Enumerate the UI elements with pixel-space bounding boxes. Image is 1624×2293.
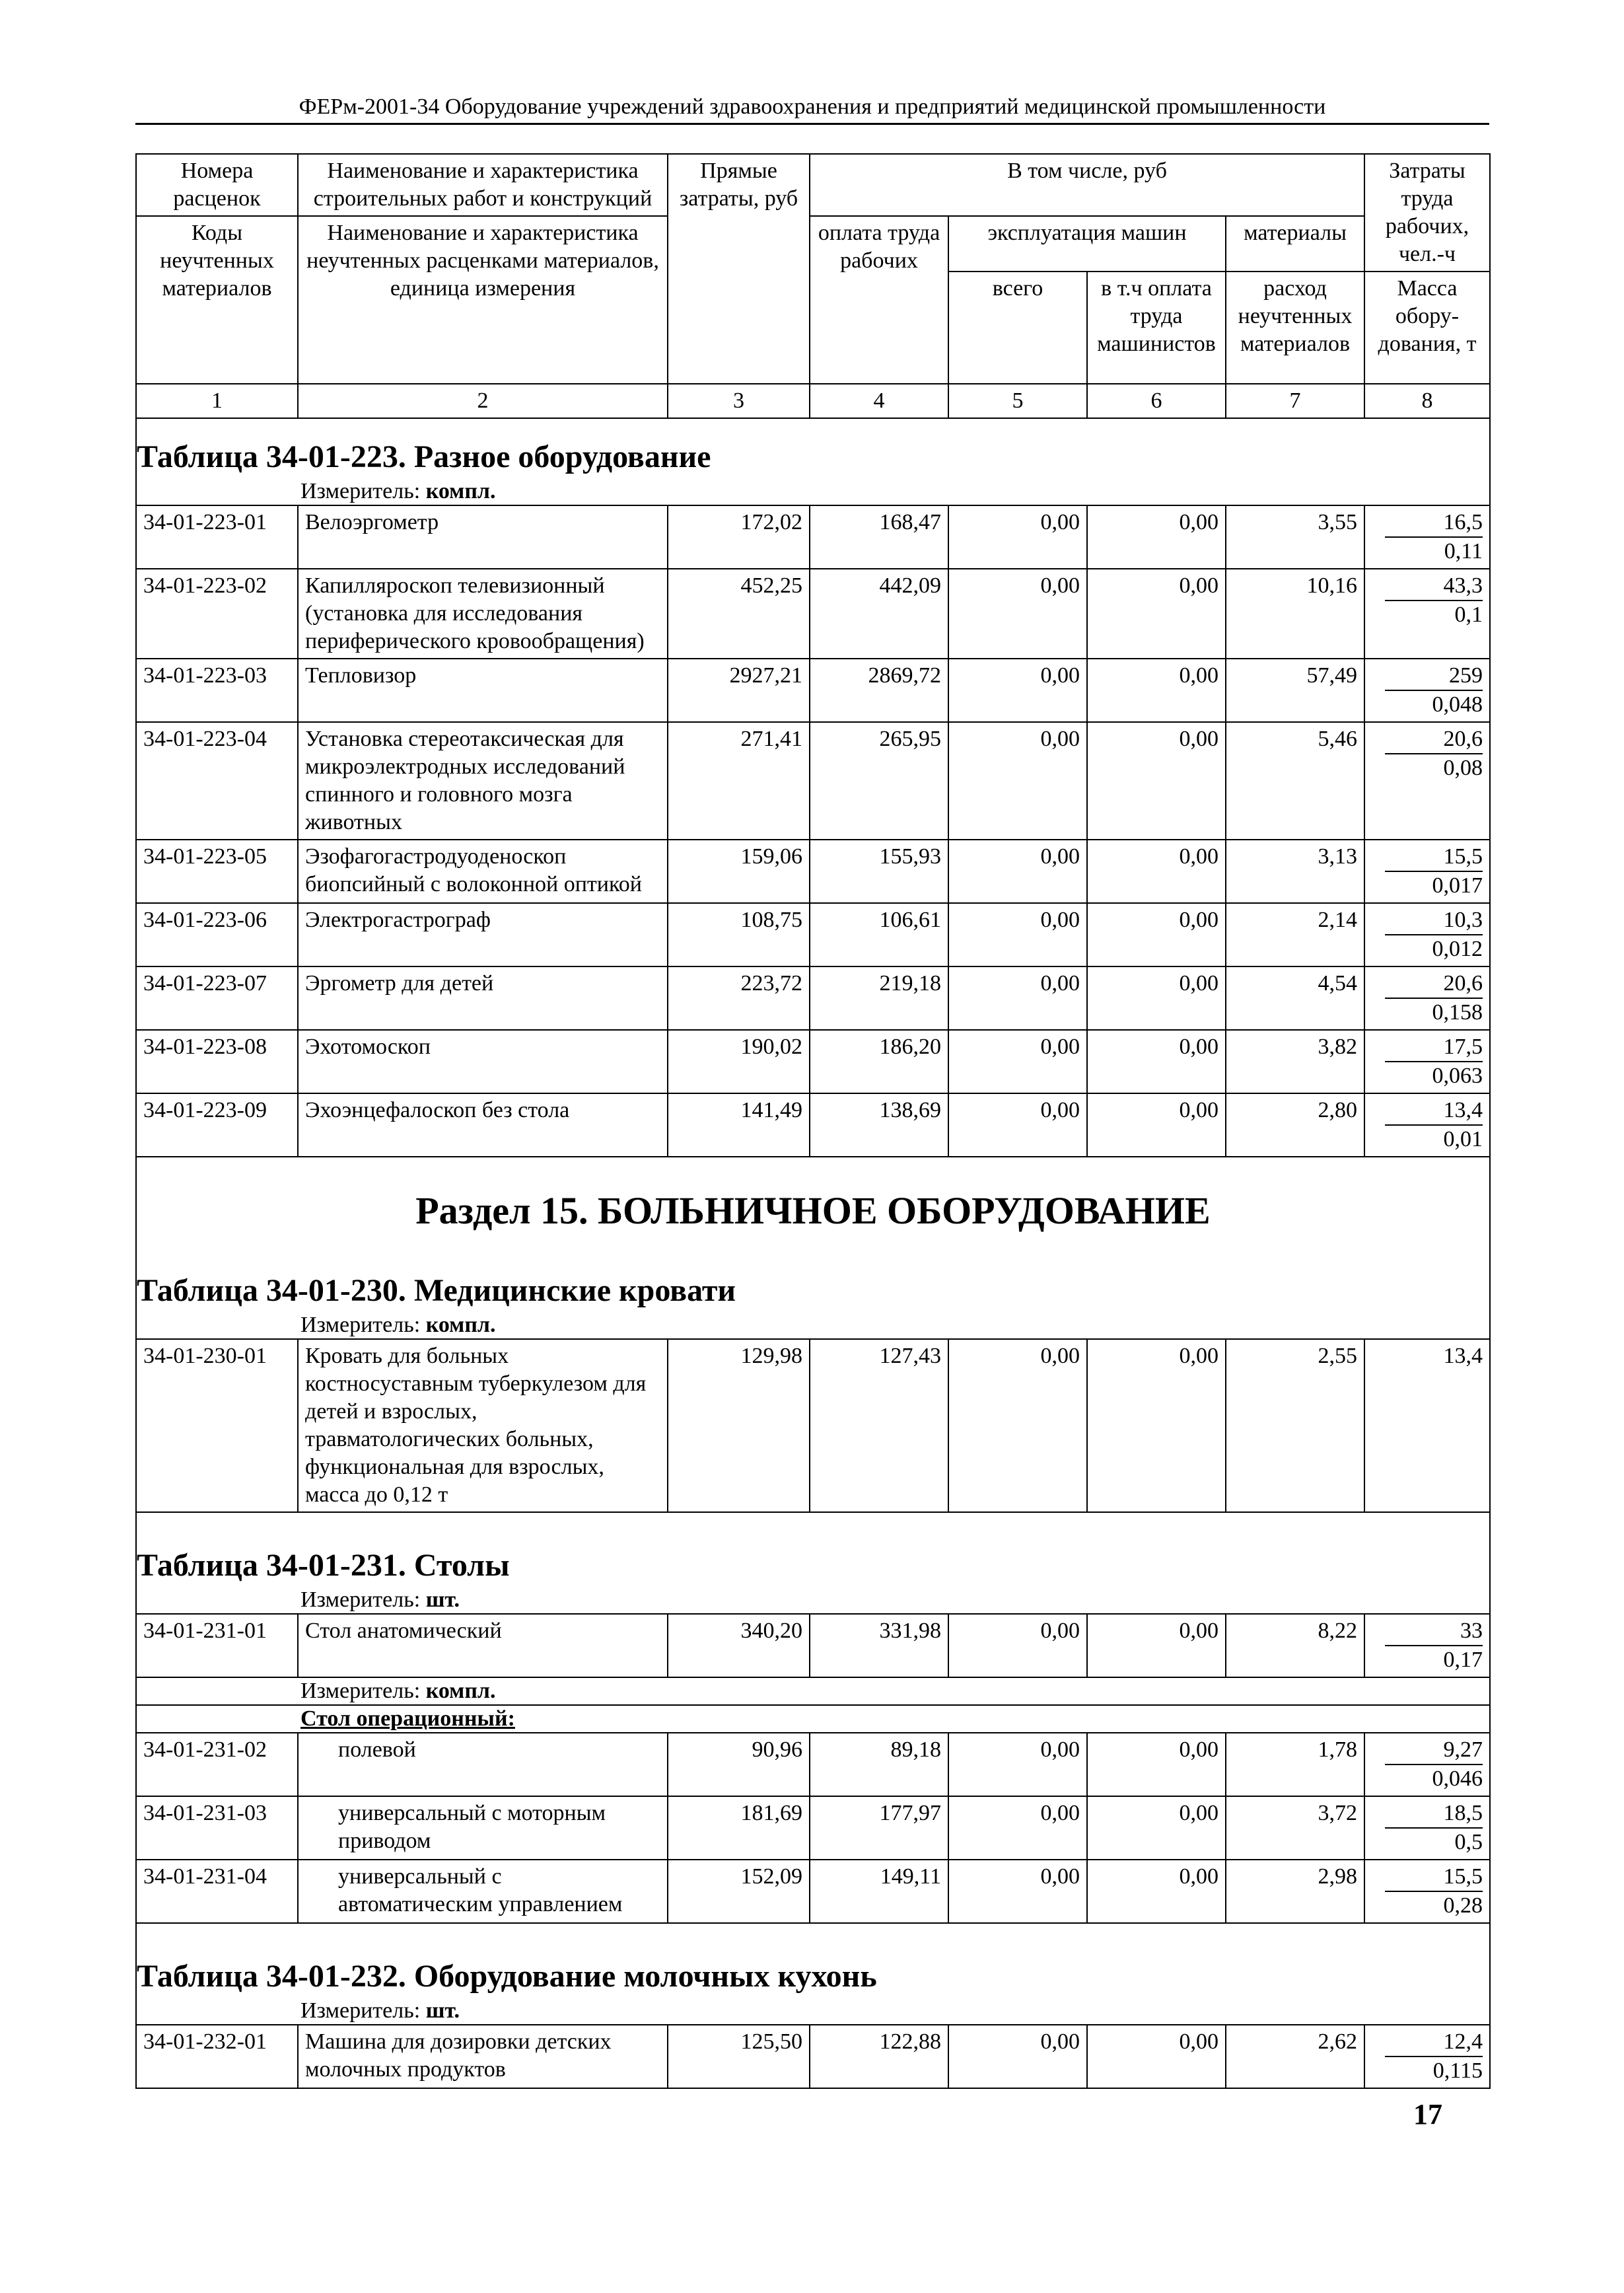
col-header-7: расход неучтенных материалов	[1226, 272, 1364, 384]
worker-wage: 138,69	[810, 1093, 948, 1157]
col-header-2-top: Наименование и характеристика строительных работ и конструкций	[298, 154, 668, 216]
equipment-mass: 0,012	[1432, 937, 1483, 961]
material-cost: 57,49	[1226, 659, 1364, 722]
col-number: 8	[1364, 384, 1490, 418]
work-name: универсальный с автоматическим управлением	[298, 1860, 668, 1923]
col-header-5: всего	[948, 272, 1087, 384]
equipment-mass: 0,28	[1443, 1893, 1483, 1918]
rate-code: 34-01-231-02	[136, 1733, 298, 1796]
direct-cost: 190,02	[668, 1030, 810, 1093]
machine-total: 0,00	[948, 1796, 1087, 1860]
equipment-mass: 0,5	[1454, 1830, 1483, 1854]
operator-wage: 0,00	[1087, 2025, 1226, 2088]
labor-and-mass	[1364, 903, 1490, 966]
labor-and-mass	[1364, 2025, 1490, 2088]
worker-wage: 155,93	[810, 840, 948, 903]
direct-cost: 108,75	[668, 903, 810, 966]
work-name: Электрогастрограф	[298, 903, 668, 966]
unit-line-231-b: Измеритель: компл.	[300, 1679, 496, 1703]
machine-total: 0,00	[948, 569, 1087, 659]
labor-cost: 33	[1385, 1617, 1483, 1646]
work-name: Установка стереотаксическая для микроэлектродных исследований спинного и головного мозга животных	[298, 722, 668, 840]
col-number: 2	[298, 384, 668, 418]
material-cost: 3,82	[1226, 1030, 1364, 1093]
col-number: 4	[810, 384, 948, 418]
machine-total: 0,00	[948, 1733, 1087, 1796]
labor-cost: 13,4	[1443, 1344, 1483, 1368]
machine-total: 0,00	[948, 505, 1087, 569]
equipment-mass: 0,158	[1432, 1000, 1483, 1025]
work-name: Машина для дозировки детских молочных продуктов	[298, 2025, 668, 2088]
worker-wage: 149,11	[810, 1860, 948, 1923]
rate-code: 34-01-231-03	[136, 1796, 298, 1860]
rate-code: 34-01-231-01	[136, 1614, 298, 1677]
col-header-3: Прямые затраты, руб	[668, 154, 810, 384]
machine-total: 0,00	[948, 1614, 1087, 1677]
equipment-mass: 0,1	[1454, 602, 1483, 627]
work-name: Эхотомоскоп	[298, 1030, 668, 1093]
rate-code: 34-01-223-03	[136, 659, 298, 722]
rate-code: 34-01-223-07	[136, 966, 298, 1030]
labor-cost: 9,27	[1385, 1736, 1483, 1765]
col-header-2-bottom: Наименование и характеристика неучтенных расценками материалов, единица измерения	[298, 216, 668, 384]
labor-cost: 13,4	[1385, 1097, 1483, 1126]
equipment-mass: 0,08	[1443, 756, 1483, 780]
worker-wage: 331,98	[810, 1614, 948, 1677]
direct-cost: 129,98	[668, 1339, 810, 1512]
operator-wage: 0,00	[1087, 1733, 1226, 1796]
table-row	[136, 505, 1490, 569]
table-row	[136, 569, 1490, 659]
rate-code: 34-01-223-01	[136, 505, 298, 569]
equipment-mass: 0,017	[1432, 873, 1483, 898]
worker-wage: 168,47	[810, 505, 948, 569]
equipment-mass: 0,11	[1444, 539, 1483, 564]
material-cost: 2,80	[1226, 1093, 1364, 1157]
table-title-230: Таблица 34-01-230. Медицинские кровати	[137, 1273, 736, 1308]
labor-and-mass	[1364, 722, 1490, 840]
worker-wage: 442,09	[810, 569, 948, 659]
material-cost: 10,16	[1226, 569, 1364, 659]
table-title-223: Таблица 34-01-223. Разное оборудование	[137, 439, 711, 474]
col-number: 3	[668, 384, 810, 418]
table-row	[136, 1339, 1490, 1512]
machine-total: 0,00	[948, 1093, 1087, 1157]
labor-and-mass	[1364, 1860, 1490, 1923]
rate-code: 34-01-223-08	[136, 1030, 298, 1093]
rate-code: 34-01-223-09	[136, 1093, 298, 1157]
price-table	[135, 153, 1491, 2089]
direct-cost: 152,09	[668, 1860, 810, 1923]
col-header-8-bottom: Масса обору-дования, т	[1364, 272, 1490, 384]
work-name: Кровать для больных костносуставным туберкулезом для детей и взрослых, травматологических больных, функциональная для взрослых, масса до 0,12 т	[298, 1339, 668, 1512]
worker-wage: 89,18	[810, 1733, 948, 1796]
work-name: Тепловизор	[298, 659, 668, 722]
material-cost: 4,54	[1226, 966, 1364, 1030]
operator-wage: 0,00	[1087, 840, 1226, 903]
machine-total: 0,00	[948, 903, 1087, 966]
rate-code: 34-01-223-04	[136, 722, 298, 840]
labor-and-mass	[1364, 966, 1490, 1030]
material-cost: 3,13	[1226, 840, 1364, 903]
operator-wage: 0,00	[1087, 1860, 1226, 1923]
machine-total: 0,00	[948, 1030, 1087, 1093]
operator-wage: 0,00	[1087, 966, 1226, 1030]
labor-and-mass	[1364, 569, 1490, 659]
work-name: универсальный с моторным приводом	[298, 1796, 668, 1860]
material-cost: 2,62	[1226, 2025, 1364, 2088]
worker-wage: 186,20	[810, 1030, 948, 1093]
worker-wage: 106,61	[810, 903, 948, 966]
table-row	[136, 659, 1490, 722]
material-cost: 2,98	[1226, 1860, 1364, 1923]
operator-wage: 0,00	[1087, 1614, 1226, 1677]
equipment-mass: 0,046	[1432, 1766, 1483, 1791]
labor-and-mass	[1364, 840, 1490, 903]
labor-and-mass	[1364, 1339, 1490, 1512]
labor-cost: 10,3	[1385, 906, 1483, 935]
material-cost: 2,14	[1226, 903, 1364, 966]
table-row	[136, 840, 1490, 903]
labor-and-mass	[1364, 659, 1490, 722]
machine-total: 0,00	[948, 1339, 1087, 1512]
col-header-6: в т.ч оплата труда машинистов	[1087, 272, 1226, 384]
labor-cost: 43,3	[1385, 572, 1483, 601]
col-number: 1	[136, 384, 298, 418]
labor-and-mass	[1364, 505, 1490, 569]
equipment-mass: 0,17	[1443, 1648, 1483, 1672]
labor-cost: 17,5	[1385, 1033, 1483, 1062]
work-name: Эргометр для детей	[298, 966, 668, 1030]
unit-line-232: Измеритель: шт.	[300, 1998, 460, 2023]
work-name: Эхоэнцефалоскоп без стола	[298, 1093, 668, 1157]
equipment-mass: 0,01	[1443, 1127, 1483, 1151]
machine-total: 0,00	[948, 659, 1087, 722]
labor-cost: 15,5	[1385, 1863, 1483, 1892]
col-header-incl: В том числе, руб	[810, 154, 1364, 216]
material-cost: 2,55	[1226, 1339, 1364, 1512]
rate-code: 34-01-223-02	[136, 569, 298, 659]
rate-code: 34-01-232-01	[136, 2025, 298, 2088]
operator-wage: 0,00	[1087, 505, 1226, 569]
labor-and-mass	[1364, 1030, 1490, 1093]
machine-total: 0,00	[948, 2025, 1087, 2088]
direct-cost: 340,20	[668, 1614, 810, 1677]
material-cost: 5,46	[1226, 722, 1364, 840]
equipment-mass: 0,063	[1432, 1064, 1483, 1088]
labor-and-mass	[1364, 1733, 1490, 1796]
group-title-operating-table: Стол операционный:	[300, 1706, 515, 1731]
direct-cost: 223,72	[668, 966, 810, 1030]
section-title: Раздел 15. БОЛЬНИЧНОЕ ОБОРУДОВАНИЕ	[415, 1189, 1211, 1232]
direct-cost: 181,69	[668, 1796, 810, 1860]
operator-wage: 0,00	[1087, 1030, 1226, 1093]
table-row	[136, 1093, 1490, 1157]
labor-cost: 16,5	[1385, 509, 1483, 538]
labor-and-mass	[1364, 1093, 1490, 1157]
col-header-8-top: Затраты труда рабочих, чел.-ч	[1364, 154, 1490, 272]
running-header: ФЕРм-2001-34 Оборудование учреждений здравоохранения и предприятий медицинской промышленности	[135, 94, 1489, 125]
table-row	[136, 1796, 1490, 1860]
direct-cost: 159,06	[668, 840, 810, 903]
operator-wage: 0,00	[1087, 903, 1226, 966]
col-header-exploit: эксплуатация машин	[948, 216, 1226, 272]
table-title-231: Таблица 34-01-231. Столы	[137, 1548, 510, 1583]
direct-cost: 125,50	[668, 2025, 810, 2088]
operator-wage: 0,00	[1087, 722, 1226, 840]
col-number: 7	[1226, 384, 1364, 418]
labor-cost: 20,6	[1385, 970, 1483, 999]
operator-wage: 0,00	[1087, 1093, 1226, 1157]
operator-wage: 0,00	[1087, 1339, 1226, 1512]
rate-code: 34-01-231-04	[136, 1860, 298, 1923]
machine-total: 0,00	[948, 722, 1087, 840]
equipment-mass: 0,115	[1432, 2058, 1483, 2083]
material-cost: 3,72	[1226, 1796, 1364, 1860]
material-cost: 1,78	[1226, 1733, 1364, 1796]
direct-cost: 452,25	[668, 569, 810, 659]
labor-cost: 15,5	[1385, 843, 1483, 872]
rate-code: 34-01-223-06	[136, 903, 298, 966]
worker-wage: 122,88	[810, 2025, 948, 2088]
rate-code: 34-01-223-05	[136, 840, 298, 903]
col-header-1-bottom: Коды неучтенных материалов	[136, 216, 298, 384]
table-row	[136, 1733, 1490, 1796]
material-cost: 3,55	[1226, 505, 1364, 569]
col-number: 5	[948, 384, 1087, 418]
labor-cost: 18,5	[1385, 1800, 1483, 1829]
machine-total: 0,00	[948, 966, 1087, 1030]
labor-cost: 20,6	[1385, 725, 1483, 754]
worker-wage: 127,43	[810, 1339, 948, 1512]
table-row	[136, 2025, 1490, 2088]
labor-and-mass	[1364, 1614, 1490, 1677]
work-name: полевой	[298, 1733, 668, 1796]
operator-wage: 0,00	[1087, 1796, 1226, 1860]
equipment-mass: 0,048	[1432, 692, 1483, 717]
page-number: 17	[1413, 2098, 1442, 2130]
col-header-4: оплата труда рабочих	[810, 216, 948, 384]
direct-cost: 172,02	[668, 505, 810, 569]
col-header-materials: материалы	[1226, 216, 1364, 272]
machine-total: 0,00	[948, 840, 1087, 903]
table-row	[136, 966, 1490, 1030]
direct-cost: 2927,21	[668, 659, 810, 722]
operator-wage: 0,00	[1087, 659, 1226, 722]
work-name: Велоэргометр	[298, 505, 668, 569]
operator-wage: 0,00	[1087, 569, 1226, 659]
table-row	[136, 1030, 1490, 1093]
worker-wage: 2869,72	[810, 659, 948, 722]
unit-line-231: Измеритель: шт.	[300, 1587, 460, 1612]
machine-total: 0,00	[948, 1860, 1087, 1923]
direct-cost: 271,41	[668, 722, 810, 840]
col-header-1-top: Номера расценок	[136, 154, 298, 216]
table-row	[136, 1860, 1490, 1923]
table-row	[136, 722, 1490, 840]
direct-cost: 90,96	[668, 1733, 810, 1796]
col-number: 6	[1087, 384, 1226, 418]
material-cost: 8,22	[1226, 1614, 1364, 1677]
labor-cost: 12,4	[1385, 2028, 1483, 2057]
labor-cost: 259	[1385, 662, 1483, 691]
table-row	[136, 903, 1490, 966]
labor-and-mass	[1364, 1796, 1490, 1860]
table-title-232: Таблица 34-01-232. Оборудование молочных кухонь	[137, 1959, 877, 1994]
work-name: Стол анатомический	[298, 1614, 668, 1677]
table-row	[136, 1614, 1490, 1677]
work-name: Эзофагогастродуоденоскоп биопсийный с волоконной оптикой	[298, 840, 668, 903]
unit-line-230: Измеритель: компл.	[300, 1313, 496, 1337]
unit-line-223: Измеритель: компл.	[300, 479, 496, 503]
rate-code: 34-01-230-01	[136, 1339, 298, 1512]
worker-wage: 265,95	[810, 722, 948, 840]
worker-wage: 177,97	[810, 1796, 948, 1860]
direct-cost: 141,49	[668, 1093, 810, 1157]
work-name: Капилляроскоп телевизионный (установка для исследования периферического кровообращения)	[298, 569, 668, 659]
worker-wage: 219,18	[810, 966, 948, 1030]
